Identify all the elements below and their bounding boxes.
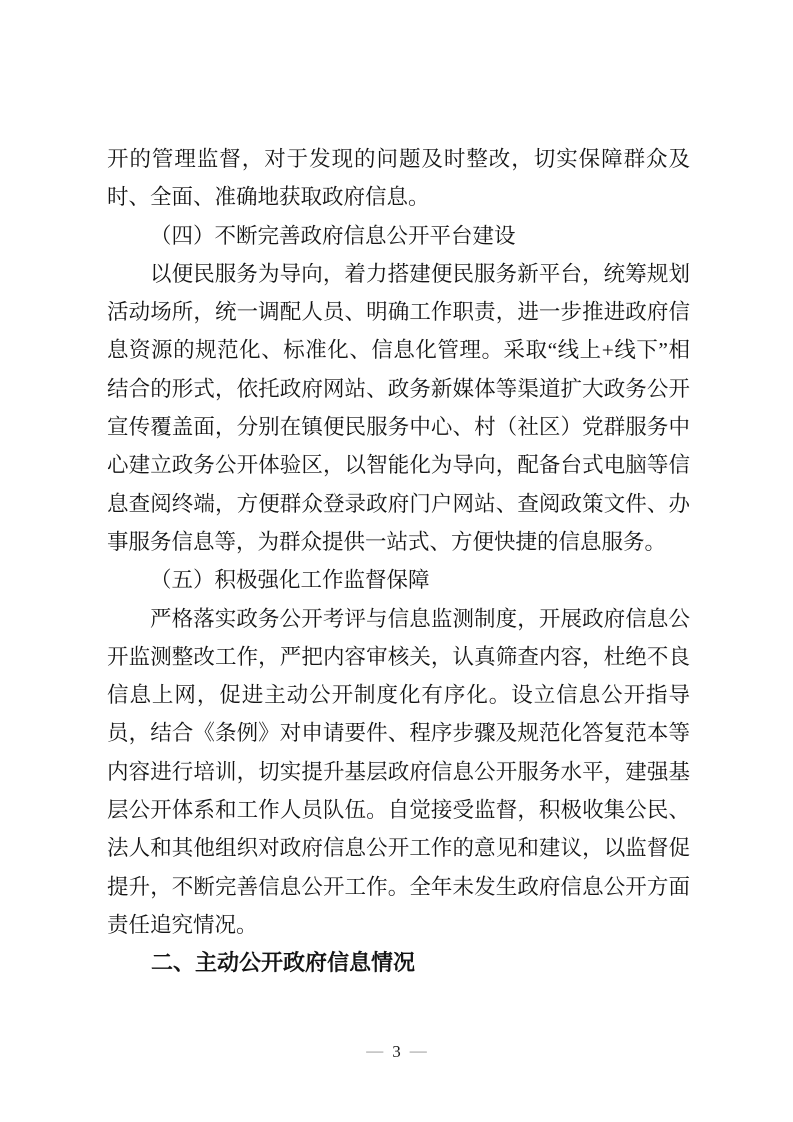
page-number: 3 xyxy=(392,1042,401,1061)
page-footer xyxy=(0,1040,793,1064)
subheading-section-5: （五）积极强化工作监督保障 xyxy=(150,568,430,593)
document-body xyxy=(107,140,690,983)
paragraph-work-supervision: 严格落实政务公开考评与信息监测制度，开展政府信息公开监测整改工作，严把内容审核关，认真筛查内容，杜绝不良信息上网，促进主动公开制度化有序化。设立信息公开指导员，结合《条例》对申请要件、程序步骤及规范化答复范本等内容进行培训，切实提升基层政府信息公开服务水平，建强基层公开体系和工作人员队伍。自觉接受监督，积极收集公民、法人和其他组织对政府信息公开工作的意见和建议，以监督促提升，不断完善信息公开工作。全年未发生政府信息公开方面责任追究情况。 xyxy=(107,606,690,937)
subheading-section-4: （四）不断完善政府信息公开平台建设 xyxy=(150,223,516,248)
section-heading-proactive-disclosure: 二、主动公开政府信息情况 xyxy=(151,950,416,976)
paragraph-continuation: 开的管理监督，对于发现的问题及时整改，切实保障群众及时、全面、准确地获取政府信息。 xyxy=(107,147,690,210)
footer-dash-left: — xyxy=(366,1041,384,1060)
paragraph-platform-construction: 以便民服务为导向，着力搭建便民服务新平台，统筹规划活动场所，统一调配人员、明确工作职责，进一步推进政府信息资源的规范化、标准化、信息化管理。采取“线上+线下”相结合的形式，依托政府网站、政务新媒体等渠道扩大政务公开宣传覆盖面，分别在镇便民服务中心、村（社区）党群服务中心建立政务公开体验区，以智能化为导向，配备台式电脑等信息查阅终端，方便群众登录政府门户网站、查阅政策文件、办事服务信息等，为群众提供一站式、方便快捷的信息服务。 xyxy=(107,261,690,554)
footer-dash-right: — xyxy=(409,1041,427,1060)
